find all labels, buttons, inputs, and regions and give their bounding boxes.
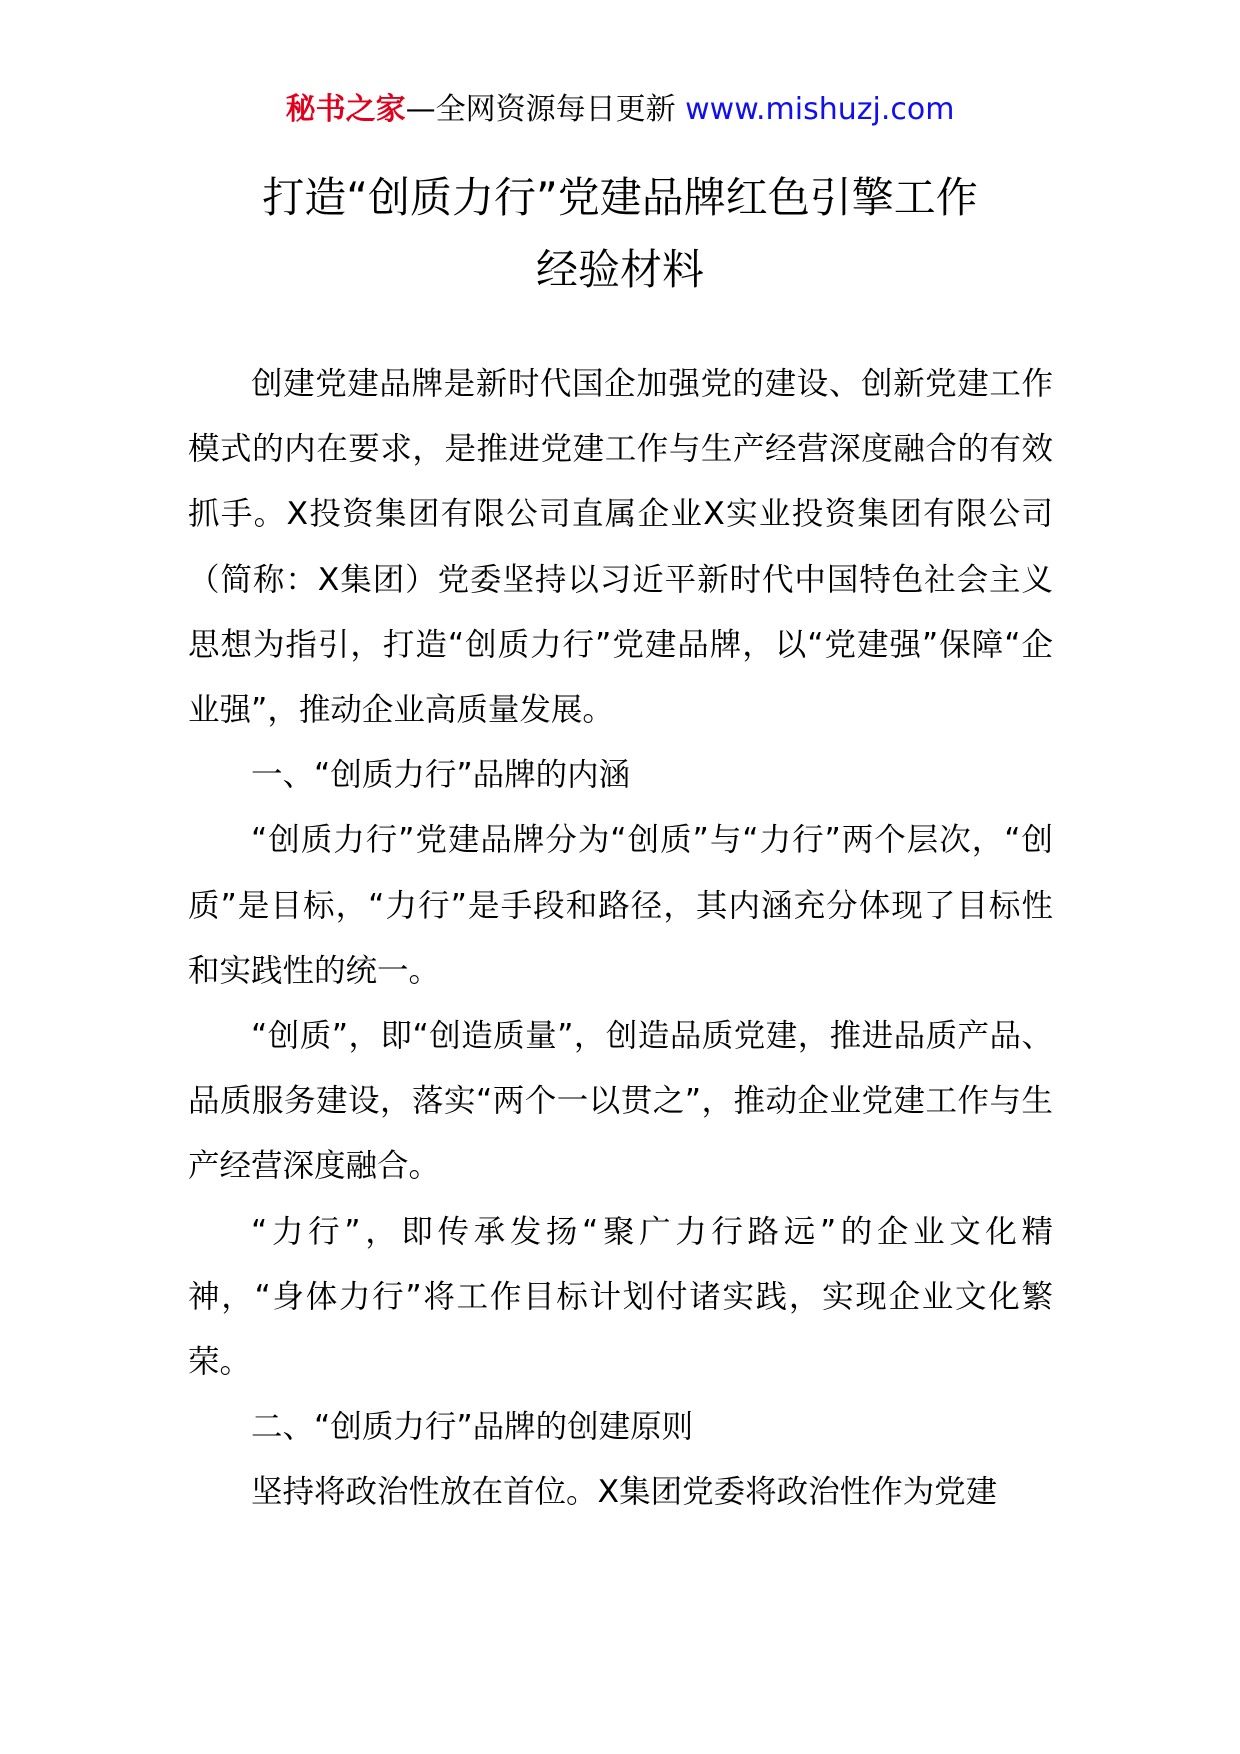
document-body [188, 352, 1053, 1526]
body-paragraph: 坚持将政治性放在首位。X集团党委将政治性作为党建 [251, 1474, 998, 1511]
section-heading-1: 一、“创质力行”品牌的内涵 [251, 757, 631, 794]
intro-paragraph: 创建党建品牌是新时代国企加强党的建设、创新党建工作模式的内在要求，是推进党建工作与生产经营深度融合的有效抓手。X投资集团有限公司直属企业X实业投资集团有限公司（简称：X集团）党委坚持以习近平新时代中国特色社会主义思想为指引，打造“创质力行”党建品牌，以“党建强”保障“企业强”，推动企业高质量发展。 [188, 366, 1053, 729]
site-banner [0, 90, 1240, 130]
title-line-2: 经验材料 [535, 245, 704, 294]
document-title [170, 162, 1070, 306]
body-paragraph: “创质力行”党建品牌分为“创质”与“力行”两个层次，“创质”是目标，“力行”是手段和路径，其内涵充分体现了目标性和实践性的统一。 [188, 822, 1053, 989]
section-heading-2: 二、“创质力行”品牌的创建原则 [251, 1409, 694, 1446]
brand-name: 秘书之家 [285, 92, 406, 127]
body-paragraph: “创质”，即“创造质量”，创造品质党建，推进品质产品、品质服务建设，落实“两个一以贯之”，推动企业党建工作与生产经营深度融合。 [188, 1018, 1053, 1185]
body-paragraph: “力行”，即传承发扬“聚广力行路远”的企业文化精神，“身体力行”将工作目标计划付诸实践，实现企业文化繁荣。 [188, 1213, 1053, 1381]
title-line-1: 打造“创质力行”党建品牌红色引擎工作 [262, 173, 978, 222]
website-link[interactable]: www.mishuzj.com [685, 92, 955, 127]
banner-slogan: —全网资源每日更新 [405, 92, 686, 127]
